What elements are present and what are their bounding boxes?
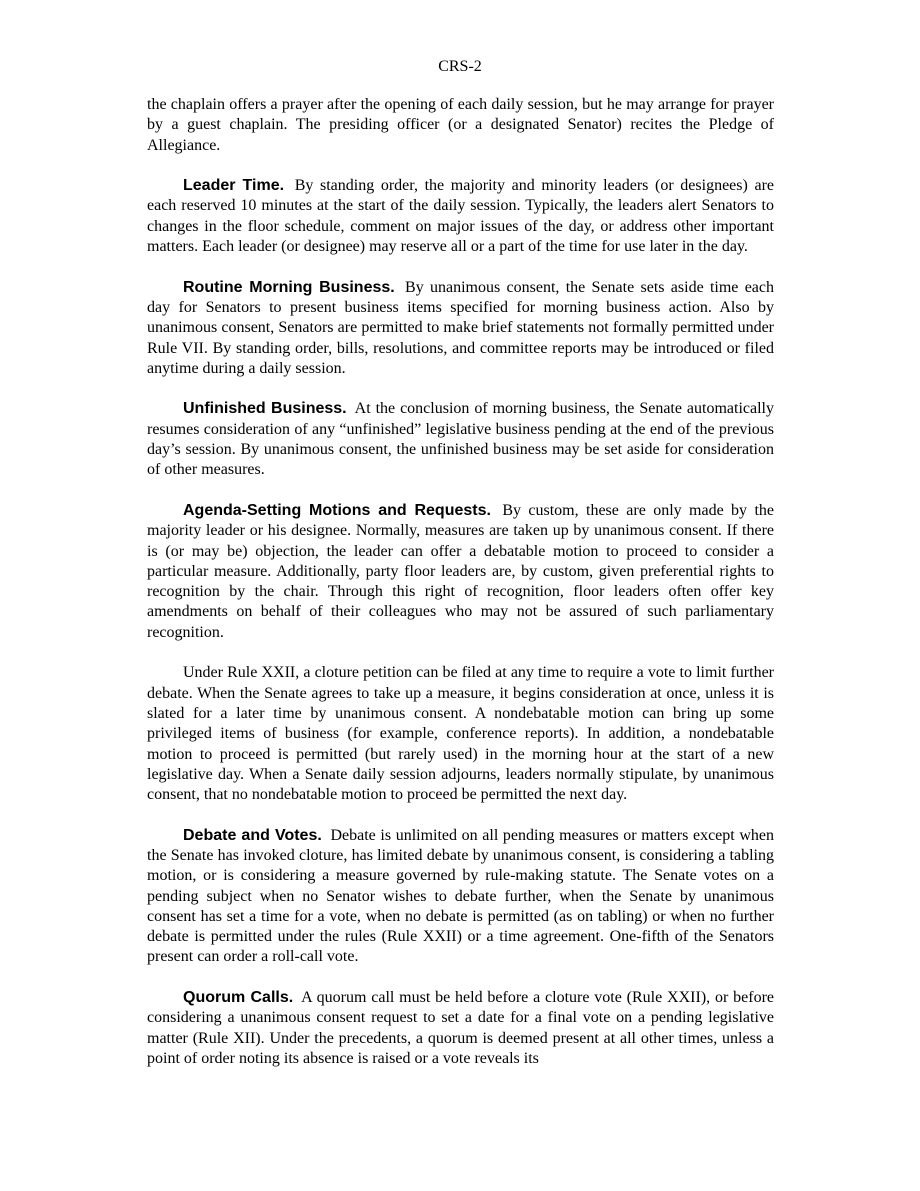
section-heading: Routine Morning Business. [183, 278, 395, 296]
paragraph-text: By unanimous consent, the Senate sets aside time each day for Senators to present business items specified for morning business action. Also by unanimous consent, Senators are permitted to make brief statements not formally permitted under Rule VII. By standing order, bills, resolutions, and committee reports may be introduced or filed anytime during a daily session. [147, 278, 775, 377]
paragraph-text: the chaplain offers a prayer after the opening of each daily session, but he may arrange for prayer by a guest chaplain. The presiding officer (or a designated Senator) recites the Pledge of Allegiance. [147, 96, 774, 154]
paragraph-quorum-calls [147, 988, 774, 1069]
paragraph-text: By custom, these are only made by the majority leader or his designee. Normally, measures are taken up by unanimous consent. If there is (or may be) objection, the leader can offer a debatable motion to proceed to consider a particular measure. Additionally, party floor leaders are, by custom, given preferential rights to recognition by the chair. Through this right of recognition, floor leaders often offer key amendments on behalf of their colleagues who may not be assured of such parliamentary recognition. [147, 501, 774, 641]
section-heading: Leader Time. [183, 177, 285, 195]
paragraph-routine-morning-business [147, 278, 774, 379]
section-heading: Debate and Votes. [183, 826, 322, 844]
paragraph-text: At the conclusion of morning business, the Senate automatically resumes consideration of any “unfinished” legislative business pending at the end of the previous day’s session. By unanimous consent, the unfinished business may be set aside for consideration of other measures. [147, 400, 774, 479]
paragraph-leader-time [147, 176, 774, 257]
paragraph-unfinished-business [147, 399, 774, 480]
paragraph-text: Debate is unlimited on all pending measures or matters except when the Senate has invoked cloture, has limited debate by unanimous consent, is considering a tabling motion, or is considering a measure governed by rule-making statute. The Senate votes on a pending subject when no Senator wishes to debate further, when the Senate by unanimous consent has set a time for a vote, when no debate is permitted (as on tabling) or when no further debate is permitted under the rules (Rule XXII) or a time agreement. One-fifth of the Senators present can order a roll-call vote. [147, 826, 775, 966]
paragraph-text: A quorum call must be held before a cloture vote (Rule XXII), or before considering a unanimous consent request to set a date for a final vote on a pending legislative matter (Rule XII). Under the precedents, a quorum is deemed present at all other times, unless a point of order noting its absence is raised or a vote reveals its [147, 989, 774, 1067]
paragraph-rule-xxii [147, 663, 774, 805]
section-heading: Agenda-Setting Motions and Requests. [183, 501, 491, 519]
paragraph-text: By standing order, the majority and minority leaders (or designees) are each reserved 10 minutes at the start of the daily session. Typically, the leaders alert Senators to changes in the floor schedule, comment on major issues of the day, or address other important matters. Each leader (or designee) may reserve all or a part of the time for use later in the day. [147, 177, 775, 256]
section-heading: Unfinished Business. [183, 400, 347, 418]
paragraph-chaplain [147, 95, 774, 156]
page-header: CRS-2 [438, 58, 482, 75]
section-heading: Quorum Calls. [183, 989, 294, 1007]
paragraph-text: Under Rule XXII, a cloture petition can be filed at any time to require a vote to limit further debate. When the Senate agrees to take up a measure, it begins consideration at once, unless it is slated for a later time by unanimous consent. A nondebatable motion can bring up some privileged items of business (for example, conference reports). In addition, a nondebatable motion to proceed is permitted (but rarely used) in the morning hour at the start of a new legislative day. When a Senate daily session adjourns, leaders normally stipulate, by unanimous consent, that no nondebatable motion to proceed be permitted the next day. [147, 664, 774, 804]
body-text [147, 95, 774, 1090]
paragraph-debate-and-votes [147, 826, 774, 968]
paragraph-agenda-setting [147, 501, 774, 643]
